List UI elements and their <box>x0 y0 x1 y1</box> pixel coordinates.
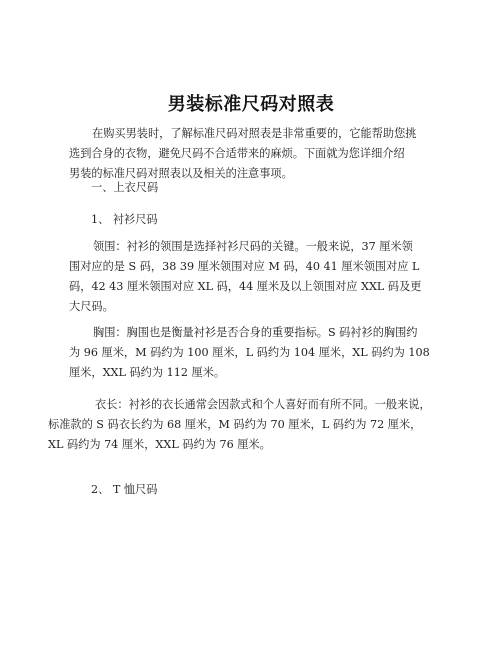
intro-line-3: 男装的标准尺码对照表以及相关的注意事项。 <box>69 167 293 180</box>
intro-line-1: 在购买男装时，了解标准尺码对照表是非常重要的，它能帮助您挑 <box>92 127 417 140</box>
collar-line-3: 码，42 43 厘米领围对应 XL 码，44 厘米及以上领围对应 XXL 码及更 <box>69 280 422 293</box>
collar-line-4: 大尺码。 <box>69 300 114 313</box>
document-title: 男装标准尺码对照表 <box>167 94 335 115</box>
intro-line-2: 选到合身的衣物，避免尺码不合适带来的麻烦。下面就为您详细介绍 <box>69 147 405 160</box>
length-line-1: 衣长：衬衫的衣长通常会因款式和个人喜好而有所不同。一般来说， <box>95 398 431 411</box>
length-line-2: 标准款的 S 码衣长约为 68 厘米，M 码约为 70 厘米，L 码约为 72 厘米， <box>48 418 422 431</box>
subsection-heading-tshirts: 2、 T 恤尺码 <box>91 483 158 496</box>
chest-line-3: 厘米，XXL 码约为 112 厘米。 <box>69 366 226 379</box>
length-paragraph <box>48 395 431 455</box>
chest-line-2: 为 96 厘米，M 码约为 100 厘米，L 码约为 104 厘米，XL 码约为 108 <box>69 346 430 359</box>
collar-paragraph <box>69 237 421 317</box>
chest-paragraph <box>69 323 430 383</box>
section-heading-tops: 一、上衣尺码 <box>91 181 159 194</box>
collar-line-1: 领围：衬衫的领围是选择衬衫尺码的关键。一般来说，37 厘米领 <box>93 240 413 253</box>
collar-line-2: 围对应的是 S 码，38 39 厘米领围对应 M 码，40 41 厘米领围对应 L <box>69 260 420 273</box>
length-line-3: XL 码约为 74 厘米，XXL 码约为 76 厘米。 <box>48 438 271 451</box>
subsection-heading-shirts: 1、 衬衫尺码 <box>91 213 158 226</box>
intro-paragraph <box>69 124 417 184</box>
chest-line-1: 胸围：胸围也是衡量衬衫是否合身的重要指标。S 码衬衫的胸围约 <box>93 326 418 339</box>
